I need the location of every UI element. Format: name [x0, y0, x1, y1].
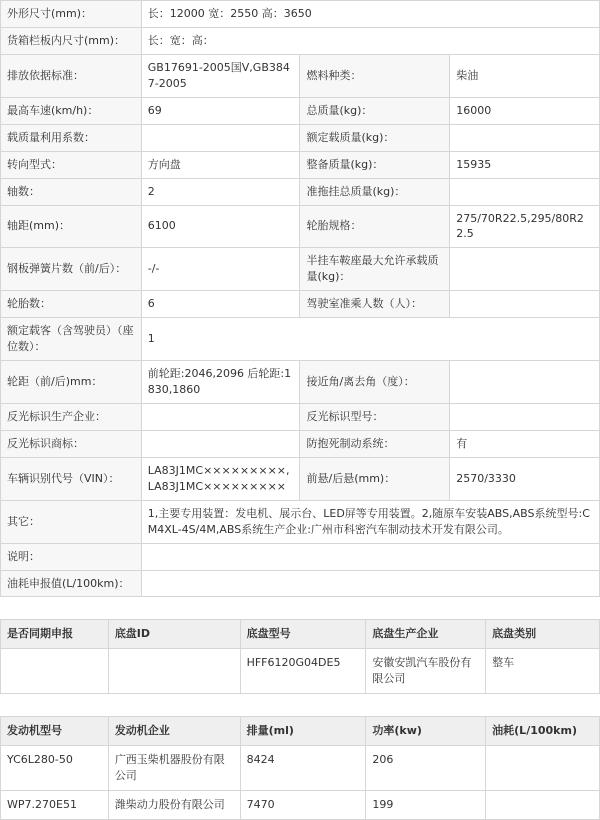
spec-value: 16000: [450, 97, 600, 124]
spec-label: 防抱死制动系统：: [300, 430, 450, 457]
table-cell: HFF6120G04DE5: [240, 649, 366, 694]
table-row: [1, 248, 600, 291]
spec-label: 额定载质量(kg)：: [300, 124, 450, 151]
spec-label: 载质量利用系数：: [1, 124, 142, 151]
spec-value: 6100: [141, 205, 300, 248]
spec-label: 轴数：: [1, 178, 142, 205]
spec-value: LA83J1MC×××××××××,LA83J1MC×××××××××: [141, 457, 300, 500]
spec-value: 15935: [450, 151, 600, 178]
table-row: [1, 124, 600, 151]
section-spacer: [0, 694, 600, 716]
table-cell: [108, 649, 240, 694]
table-row: [1, 205, 600, 248]
spec-value: [141, 403, 300, 430]
spec-value: [141, 124, 300, 151]
table-row: [1, 746, 600, 791]
spec-label: 说明：: [1, 543, 142, 570]
table-row: [1, 54, 600, 97]
spec-label: 油耗申报值(L/100km)：: [1, 570, 142, 597]
column-header: 底盘ID: [108, 620, 240, 649]
spec-label: 前悬/后悬(mm)：: [300, 457, 450, 500]
column-header: 发动机型号: [1, 717, 109, 746]
section-spacer: [0, 597, 600, 619]
chassis-table-body: [1, 649, 600, 694]
table-row: [1, 649, 600, 694]
table-row: [1, 318, 600, 361]
spec-label: 轴距(mm)：: [1, 205, 142, 248]
chassis-table-head: [1, 620, 600, 649]
spec-label: 反光标识生产企业：: [1, 403, 142, 430]
spec-label: 钢板弹簧片数（前/后）：: [1, 248, 142, 291]
spec-value: 方向盘: [141, 151, 300, 178]
spec-label: 轮胎规格：: [300, 205, 450, 248]
table-cell: 广西玉柴机器股份有限公司: [108, 746, 240, 791]
spec-value: 275/70R22.5,295/80R22.5: [450, 205, 600, 248]
engine-table-head: [1, 717, 600, 746]
table-row: [1, 178, 600, 205]
column-header: 排量(ml): [240, 717, 366, 746]
table-row: [1, 543, 600, 570]
table-row: [1, 1, 600, 28]
spec-label: 驾驶室准乘人数（人）：: [300, 291, 450, 318]
spec-label: 转向型式：: [1, 151, 142, 178]
spec-value: [450, 361, 600, 404]
table-header-row: [1, 717, 600, 746]
spec-value: -/-: [141, 248, 300, 291]
table-cell: 7470: [240, 791, 366, 820]
spec-value: 长：宽：高：: [141, 27, 599, 54]
column-header: 功率(kw): [366, 717, 486, 746]
table-cell: 安徽安凯汽车股份有限公司: [366, 649, 486, 694]
spec-value: 2570/3330: [450, 457, 600, 500]
spec-value: [450, 403, 600, 430]
spec-value: 长：12000 宽：2550 高：3650: [141, 1, 599, 28]
column-header: 底盘生产企业: [366, 620, 486, 649]
column-header: 是否同期申报: [1, 620, 109, 649]
table-row: [1, 403, 600, 430]
table-cell: [486, 746, 600, 791]
table-cell: YC6L280-50: [1, 746, 109, 791]
spec-value: 69: [141, 97, 300, 124]
table-row: [1, 27, 600, 54]
spec-label: 燃料种类：: [300, 54, 450, 97]
table-row: [1, 291, 600, 318]
spec-value: [450, 248, 600, 291]
spec-value: 1,主要专用装置：发电机、展示台、LED屏等专用装置。2,随原车安装ABS,ABS系统型号:CM4XL-4S/4M,ABS系统生产企业:广州市科密汽车制动技术开发有限公司。: [141, 500, 599, 543]
spec-label: 整备质量(kg)：: [300, 151, 450, 178]
table-cell: 8424: [240, 746, 366, 791]
spec-value: 6: [141, 291, 300, 318]
chassis-table: [0, 619, 600, 694]
table-cell: [1, 649, 109, 694]
spec-label: 排放依据标准：: [1, 54, 142, 97]
spec-value: GB17691-2005国Ⅴ,GB3847-2005: [141, 54, 300, 97]
table-cell: 206: [366, 746, 486, 791]
table-row: [1, 151, 600, 178]
spec-value: [141, 570, 599, 597]
engine-table: [0, 716, 600, 820]
spec-label: 外形尺寸(mm)：: [1, 1, 142, 28]
spec-label: 额定载客（含驾驶员）（座位数）：: [1, 318, 142, 361]
table-row: [1, 570, 600, 597]
spec-label: 轮距（前/后)mm：: [1, 361, 142, 404]
spec-label: 准拖挂总质量(kg)：: [300, 178, 450, 205]
spec-value: [450, 124, 600, 151]
spec-label: 最高车速(km/h)：: [1, 97, 142, 124]
spec-value: [450, 291, 600, 318]
table-row: [1, 791, 600, 820]
spec-value: 有: [450, 430, 600, 457]
table-row: [1, 361, 600, 404]
column-header: 发动机企业: [108, 717, 240, 746]
table-row: [1, 500, 600, 543]
table-cell: 199: [366, 791, 486, 820]
engine-table-body: [1, 746, 600, 820]
spec-value: [141, 543, 599, 570]
spec-value: 前轮距:2046,2096 后轮距:1830,1860: [141, 361, 300, 404]
column-header: 油耗(L/100km): [486, 717, 600, 746]
table-cell: [486, 791, 600, 820]
table-cell: 整车: [486, 649, 600, 694]
spec-value: 2: [141, 178, 300, 205]
spec-label: 反光标识商标：: [1, 430, 142, 457]
spec-value: 1: [141, 318, 599, 361]
spec-table-body: [1, 1, 600, 597]
spec-value: [141, 430, 300, 457]
table-row: [1, 430, 600, 457]
spec-value: 柴油: [450, 54, 600, 97]
table-row: [1, 457, 600, 500]
spec-label: 半挂车鞍座最大允许承载质量(kg)：: [300, 248, 450, 291]
spec-label: 反光标识型号：: [300, 403, 450, 430]
table-row: [1, 97, 600, 124]
spec-label: 车辆识别代号（VIN）：: [1, 457, 142, 500]
spec-label: 轮胎数：: [1, 291, 142, 318]
table-header-row: [1, 620, 600, 649]
table-cell: WP7.270E51: [1, 791, 109, 820]
spec-label: 接近角/离去角（度）：: [300, 361, 450, 404]
column-header: 底盘型号: [240, 620, 366, 649]
spec-label: 货箱栏板内尺寸(mm)：: [1, 27, 142, 54]
spec-label: 总质量(kg)：: [300, 97, 450, 124]
spec-label: 其它：: [1, 500, 142, 543]
column-header: 底盘类别: [486, 620, 600, 649]
spec-value: [450, 178, 600, 205]
table-cell: 潍柴动力股份有限公司: [108, 791, 240, 820]
